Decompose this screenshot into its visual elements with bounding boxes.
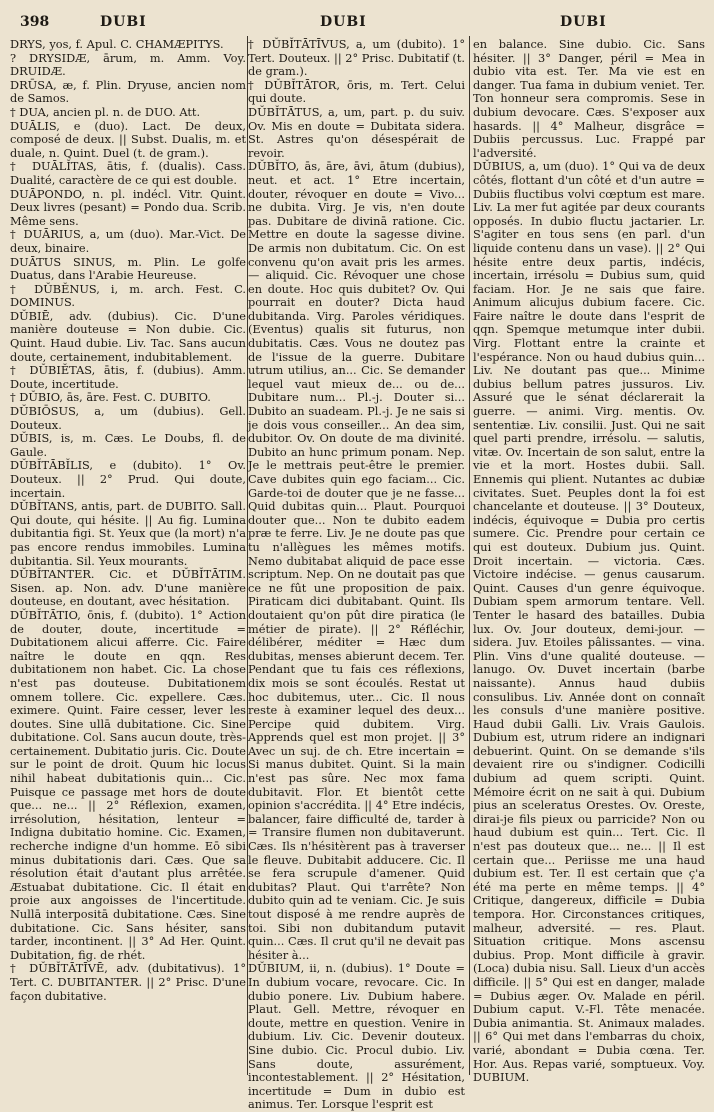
dictionary-entry: DŬBĬTĀBĬLIS, e (dubito). 1° Ov. Douteux. || 2° Prud. Qui doute, incertain. [10, 458, 246, 500]
dictionary-entry: † DŬBĬTĀTĪVUS, a, um (dubito). 1° Tert. Douteux. || 2° Prisc. Dubitatif (t. de gram.). [248, 37, 466, 79]
dictionary-entry: † DŬBĔNUS, i, m. arch. Fest. C. DOMINUS. [10, 281, 246, 310]
dictionary-entry: DRYS, yos, f. Apul. C. CHAMÆPITYS. [10, 37, 224, 51]
dictionary-entry: DUĀTUS SINUS, m. Plin. Le golfe Duatus, dans l'Arabie Heureuse. [10, 254, 246, 283]
dictionary-entry: † DUA, ancien pl. n. de DUO. Att. [10, 104, 201, 119]
dictionary-entry: DŬBĬTANTER. Cic. et DŬBĬTĀTIM. Sisen. ap. Non. adv. D'une manière douteuse, en doutant, avec hésitation. [10, 567, 246, 609]
dictionary-entry: DŬBIĒ, adv. (dubius). Cic. D'une manière douteuse = Non dubie. Cic. Quint. Haud dubie. Liv. Tac. Sans aucun doute, certainement, indubitablement. [10, 308, 246, 364]
dictionary-entry: † DŬBIO, ās, āre. Fest. C. DUBITO. [10, 390, 211, 405]
dictionary-entry: DŬBIUS, a, um (duo). 1° Qui va de deux côtés, flottant d'un côté et d'un autre = Dubiis fluctibus volvi cœptum est mare. Liv. La mer fut agitée par deux courants opposés. In dubio fluctu jactarier. Lr. S'agiter en tous sens (en parl. d'un liquide contenu dans un vase). || 2° Qui hésite entre deux partis, indécis, incertain, irrésolu = Dubius sum, quid faciam. Hor. Je ne sais que faire. Animum alicujus dubium facere. Cic. Faire naître le doute dans l'esprit de qqn. Spemque metumque inter dubii. Virg. Flottant entre la crainte et l'espérance. Non ou haud dubius quin... Liv. Ne doutant pas que... Minime dubius bellum patres jussuros. Liv. Assuré que le sénat déclarerait la guerre. — animi. Virg. mentis. Ov. sententiæ. Liv. consilii. Just. Qui ne sait quel parti prendre, irrésolu. — salutis, vitæ. Ov. Incertain de son salut, entre la vie et la mort. Hostes dubii. Sall. Ennemis qui plient. Nutantes ac dubiæ civitates. Suet. Peuples dont la foi est chancelante et douteuse. || 3° Douteux, indécis, équivoque = Dubia pro certis sumere. Cic. Prendre pour certain ce qui est douteux. Dubium jus. Quint. Droit incertain. — victoria. Cæs. Victoire indécise. — genus causarum. Quint. Causes d'un genre équivoque. Dubiam spem armorum tentare. Vell. Tenter le hasard des batailles. Dubia lux. Ov. Jour douteux, demi-jour. — sidera. Juv. Etoiles pâlissantes. — vina. Plin. Vins d'une qualité douteuse. — lanugo. Ov. Duvet incertain (barbe naissante). Annus haud dubiis consulibus. Liv. Année dont on connaît les consuls d'une manière positive. Haud dubii Galli. Liv. Vrais Gaulois. Dubium est, utrum ridere an indignari debuerint. Quint. On se demande s'ils devaient rire ou s'indigner. Codicilli dubium ad quem scripti. Quint. Mémoire écrit on ne sait à qui. Dubium pius an sceleratus Orestes. Ov. Oreste, dirai-je fils pieux ou parricide? Non ou haud dubium est quin... Tert. Cic. Il n'est pas douteux que... ne... || Il est certain que... Periisse me una haud dubium est. Ter. Il est certain que ç'a été ma perte en même temps. || 4° Critique, dangereux, difficile = Dubia tempora. Hor. Circonstances critiques, malheur, adversité. — res. Plaut. Situation critique. Mons ascensu dubius. Prop. Mont difficile à gravir. (Loca) dubia nisu. Sall. Lieux d'un accès difficile. || 5° Qui est en danger, malade = Dubius æger. Ov. Malade en péril. Dubium caput. V.-Fl. Tête menacée. Dubia animantia. St. Animaux malades. || 6° Qui met dans l'embarras du choix, varié, abondant = Dubia cœna. Ter. Hor. Aus. Repas varié, somptueux. Voy. DUBIUM. [473, 159, 705, 1085]
dictionary-entry: DUĀPONDO, n. pl. indécl. Vitr. Quint. Deux livres (pesant) = Pondo dua. Scrib. Même sens. [10, 186, 246, 228]
running-head-left: DUBI [100, 14, 147, 30]
dictionary-entry: DŬBĬTĀTIO, ōnis, f. (dubito). 1° Action de douter, doute, incertitude = Dubitationem alicui afferre. Cic. Faire naître le doute en qqn. Res dubitationem non habet. Cic. La chose n'est pas douteuse. Dubitationem omnem tollere. Cic. expellere. Cæs. eximere. Quint. Faire cesser, lever les doutes. Sine ullā dubitatione. Cic. Sine dubitatione. Col. Sans aucun doute, très-certainement. Dubitatio juris. Cic. Doute sur le point de droit. Quum hic locus nihil habeat dubitationis quin... Cic. Puisque ce passage met hors de doute que... ne... || 2° Réflexion, examen, irrésolution, hésitation, lenteur = Indigna dubitatio homine. Cic. Examen, recherche indigne d'un homme. Eō sibi minus dubitationis dari. Cæs. Que sa résolution était d'autant plus arrêtée. Æstuabat dubitatione. Cic. Il était en proie aux angoisses de l'incertitude. Nullā interpositā dubitatione. Cæs. Sine dubitatione. Cic. Sans hésiter, sans tarder, incontinent. || 3° Ad Her. Quint. Dubitation, fig. de rhét. [10, 607, 246, 962]
dictionary-entry: DŬBIŌSUS, a, um (dubius). Gell. Douteux. [10, 404, 246, 432]
dictionary-entry: † DŬBIĔTAS, ātis, f. (dubius). Amm. Doute, incertitude. [10, 363, 246, 391]
dictionary-entry: † DŬBĬTĀTOR, ōris, m. Tert. Celui qui doute. [248, 77, 465, 106]
dictionary-entry: DŬBIUM, ii, n. (dubius). 1° Doute = In dubium vocare, revocare. Cic. In dubio ponere. Liv. Dubium habere. Plaut. Gell. Mettre, révoquer en doute, mettre en question. Venire in dubium. Liv. Cic. Devenir douteux. Sine dubio. Cic. Procul dubio. Liv. Sans doute, assurément, incontestablement. || 2° Hésitation, incertitude = Dum in dubio est animus. Ter. Lorsque l'esprit est [248, 961, 465, 1112]
dictionary-entry: DŬBĬTO, ās, āre, āvi, ātum (dubius), neut. et act. 1° Etre incertain, douter, révoquer en doute = Vivo... ne dubita. Virg. Je vis, n'en doute pas. Dubitare de divinā ratione. Cic. Mettre en doute la sagesse divine. De armis non dubitatum. Cic. On est convenu qu'on avait pris les armes. — aliquid. Cic. Révoquer une chose en doute. Hoc quis dubitet? Ov. Qui pourrait en douter? Dicta haud dubitanda. Virg. Paroles véridiques. (Eventus) qualis sit futurus, non dubitatis. Cæs. Vous ne doutez pas de l'issue de la guerre. Dubitare utrum utilius, an... Cic. Se demander lequel vaut mieux de... ou de... Dubitare num... Pl.-j. Douter si... Dubito an suadeam. Pl.-j. Je ne sais si je dois vous conseiller... An dea sim, dubitor. Ov. On doute de ma divinité. Dubito an hunc primum ponam. Nep. Je le mettrais peut-être le premier. Cave dubites quin ego faciam... Cic. Garde-toi de douter que je ne fasse... Quid dubitas quin... Plaut. Pourquoi douter que... Non te dubito eadem præ te ferre. Liv. Je ne doute pas que tu n'allègues les mêmes motifs. Nemo dubitabat aliquid de pace esse scriptum. Nep. On ne doutait pas que ce ne fût une proposition de paix. Piraticam dici dubitabant. Quint. Ils doutaient qu'on pût dire piratica (le métier de pirate). || 2° Réfléchir, délibérer, méditer = Hæc dum dubitas, menses abierunt decem. Ter. Pendant que tu fais ces réflexions, dix mois se sont écoulés. Restat ut hoc dubitemus, uter... Cic. Il nous reste à examiner lequel des deux... Percipe quid dubitem. Virg. Apprends quel est mon projet. || 3° Avec un suj. de ch. Etre incertain = Si manus dubitet. Quint. Si la main n'est pas sûre. Nec mox fama dubitavit. Flor. Et bientôt cette opinion s'accrédita. || 4° Etre indécis, balancer, faire difficulté de, tarder à = Transire flumen non dubitaverunt. Cæs. Ils n'hésitèrent pas à traverser le fleuve. Dubitabit adducere. Cic. Il se fera scrupule d'amener. Quid dubitas? Plaut. Qui t'arrête? Non dubito quin ad te veniam. Cic. Je suis tout disposé à me rendre auprès de toi. Sibi non dubitandum putavit quin... Cæs. Il crut qu'il ne devait pas hésiter à... [248, 159, 466, 962]
dictionary-entry: DUĀLIS, e (duo). Lact. De deux, composé de deux. || Subst. Dualis, m. et duale, n. Quint. Duel (t. de gram.). [10, 118, 246, 160]
running-head-right: DUBI [560, 14, 607, 30]
running-head-middle: DUBI [320, 14, 367, 30]
dictionary-entry: † DUĀLĬTAS, ātis, f. (dualis). Cass. Dualité, caractère de ce qui est double. [10, 159, 246, 187]
column-left [10, 38, 246, 1079]
column-middle [248, 37, 466, 1112]
dictionary-entry: ? DRYSIDÆ, ārum, m. Amm. Voy. DRUIDÆ. [10, 50, 246, 79]
dictionary-entry: DŬBIS, is, m. Cæs. Le Doubs, fl. de Gaule. [10, 431, 246, 459]
dictionary-entry: † DŬBĬTĀTĪVĒ, adv. (dubitativus). 1° Tert. C. DUBITANTER. || 2° Prisc. D'une façon dubitative. [10, 961, 246, 1003]
dictionary-entry: DŬBĬTANS, antis, part. de DUBITO. Sall. Qui doute, qui hésite. || Au fig. Lumina dubitantia figi. St. Yeux que (la mort) n'a pas encore rendus immobiles. Lumina dubitantia. Sil. Yeux mourants. [10, 499, 246, 568]
page-number: 398 [20, 14, 50, 30]
dictionary-entry: en balance. Sine dubio. Cic. Sans hésiter. || 3° Danger, péril = Mea in dubio vita est. Ter. Ma vie est en danger. Tua fama in dubium veniet. Ter. Ton honneur sera compromis. Sese in dubium devocare. Cæs. S'exposer aux hasards. || 4° Malheur, disgrâce = Dubiis percussus. Luc. Frappé par l'adversité. [473, 37, 705, 160]
dictionary-entry: DRŪSA, æ, f. Plin. Dryuse, ancien nom de Samos. [10, 77, 246, 106]
dictionary-entry: † DUĀRIUS, a, um (duo). Mar.-Vict. De deux, binaire. [10, 227, 246, 255]
dictionary-entry: DŬBĬTĀTUS, a, um, part. p. du suiv. Ov. Mis en doute = Dubitata sidera. St. Astres qu'on désespérait de revoir. [248, 104, 465, 160]
page-header [0, 6, 714, 32]
column-divider [469, 36, 470, 1075]
column-right [473, 37, 705, 1085]
